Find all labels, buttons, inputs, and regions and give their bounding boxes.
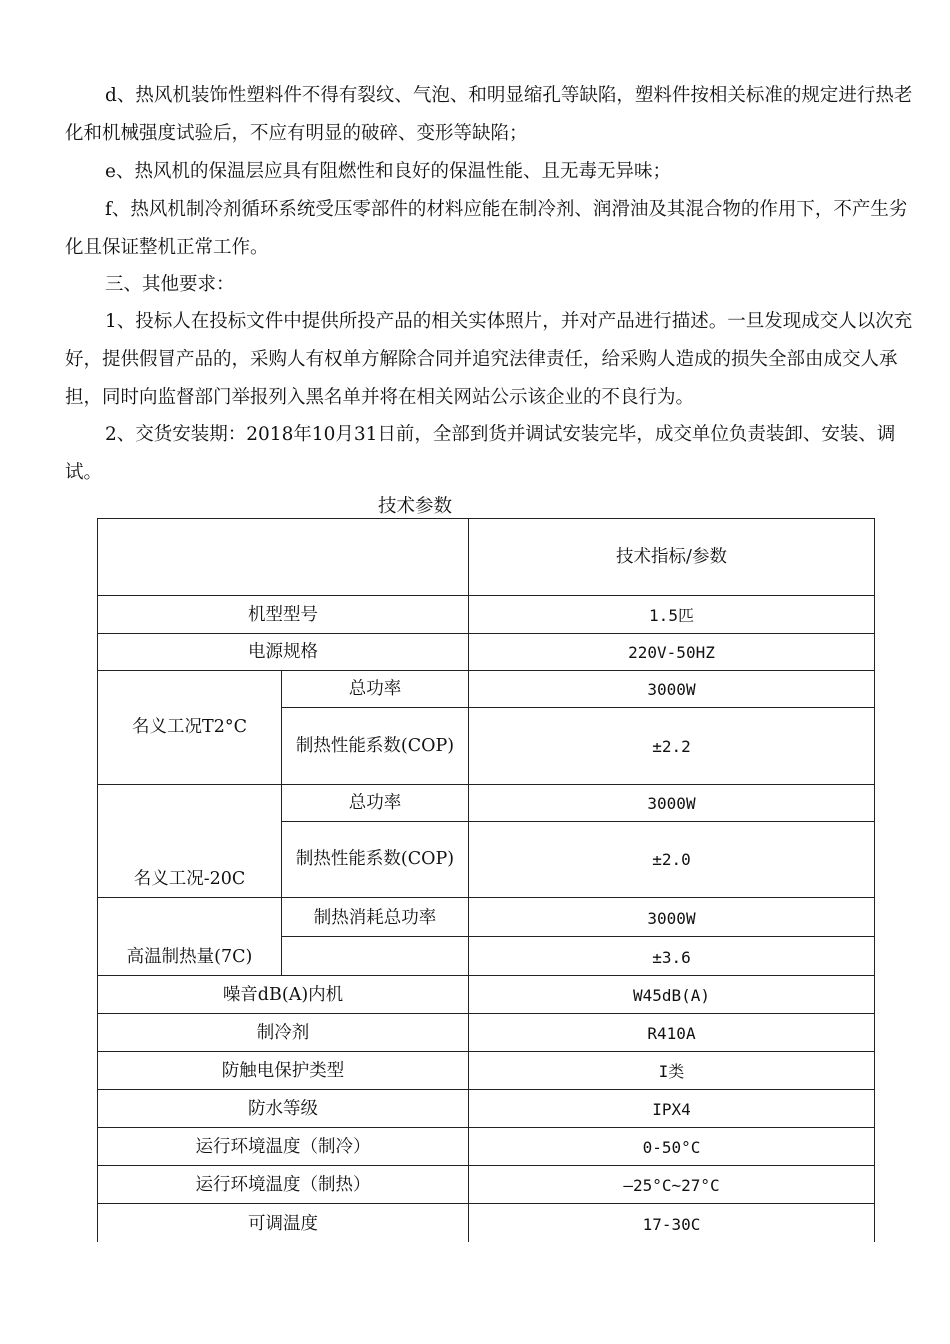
waterproof-label: 防水等级 — [98, 1090, 469, 1128]
env-heating-label: 运行环境温度（制热） — [98, 1166, 469, 1204]
section-heading: 三、其他要求： — [105, 274, 235, 295]
table-row — [98, 1128, 875, 1166]
table-row — [98, 596, 875, 634]
table-row — [98, 1204, 875, 1242]
env-heating-value: —25°C~27°C — [469, 1166, 875, 1204]
group1-r2-label: 制热性能系数(COP) — [282, 708, 469, 785]
table-row — [98, 671, 875, 708]
env-cooling-value: 0-50°C — [469, 1128, 875, 1166]
group1-label: 名义工况T2°C — [98, 671, 282, 785]
paragraph-item-1: 1、投标人在投标文件中提供所投产品的相关实体照片，并对产品进行描述。一旦发现成交人以次充好，提供假冒产品的，采购人有权单方解除合同并追究法律责任，给采购人造成的损失全部由成交人承担，同时向监督部门举报列入黑名单并将在相关网站公示该企业的不良行为。 — [65, 311, 913, 408]
table-row — [98, 898, 875, 937]
power-label: 电源规格 — [98, 634, 469, 671]
waterproof-value: IPX4 — [469, 1090, 875, 1128]
spec-table — [97, 518, 875, 1242]
group3-r2-value: ±3.6 — [469, 937, 875, 976]
noise-value: W45dB(A) — [469, 976, 875, 1014]
group2-r1-label: 总功率 — [282, 785, 469, 822]
group3-r1-value: 3000W — [469, 898, 875, 937]
group2-label: 名义工况-20C — [98, 785, 282, 898]
model-value: 1.5匹 — [469, 596, 875, 634]
table-row — [98, 1014, 875, 1052]
group3-r2-empty — [282, 937, 469, 976]
table-row — [98, 1052, 875, 1090]
adjustable-temp-value: 17-30C — [469, 1204, 875, 1242]
header-value-cell: 技术指标/参数 — [469, 519, 875, 596]
group2-r2-value: ±2.0 — [469, 822, 875, 898]
group2-r2-label: 制热性能系数(COP) — [282, 822, 469, 898]
paragraph-item-2: 2、交货安装期：2018年10月31日前，全部到货并调试安装完毕，成交单位负责装卸、安装、调试。 — [65, 424, 896, 483]
header-empty-cell — [98, 519, 469, 596]
group1-r1-value: 3000W — [469, 671, 875, 708]
adjustable-temp-label: 可调温度 — [98, 1204, 469, 1242]
group3-r1-label: 制热消耗总功率 — [282, 898, 469, 937]
table-row — [98, 634, 875, 671]
table-row — [98, 1090, 875, 1128]
power-value: 220V-50HZ — [469, 634, 875, 671]
table-row — [98, 1166, 875, 1204]
table-row — [98, 785, 875, 822]
table-row — [98, 519, 875, 596]
table-title: 技术参数 — [377, 496, 452, 517]
group2-r1-value: 3000W — [469, 785, 875, 822]
refrigerant-label: 制冷剂 — [98, 1014, 469, 1052]
model-label: 机型型号 — [98, 596, 469, 634]
table-row — [98, 976, 875, 1014]
shock-protection-value: I类 — [469, 1052, 875, 1090]
group1-r1-label: 总功率 — [282, 671, 469, 708]
group3-label: 高温制热量(7C) — [98, 898, 282, 976]
refrigerant-value: R410A — [469, 1014, 875, 1052]
group1-r2-value: ±2.2 — [469, 708, 875, 785]
env-cooling-label: 运行环境温度（制冷） — [98, 1128, 469, 1166]
paragraph-e: e、热风机的保温层应具有阻燃性和良好的保温性能、且无毒无异味； — [105, 161, 671, 182]
paragraph-d: d、热风机装饰性塑料件不得有裂纹、气泡、和明显缩孔等缺陷，塑料件按相关标准的规定进行热老化和机械强度试验后，不应有明显的破碎、变形等缺陷； — [65, 85, 913, 144]
shock-protection-label: 防触电保护类型 — [98, 1052, 469, 1090]
noise-label: 噪音dB(A)内机 — [98, 976, 469, 1014]
paragraph-f: f、热风机制冷剂循环系统受压零部件的材料应能在制冷剂、润滑油及其混合物的作用下，不产生劣化且保证整机正常工作。 — [65, 199, 908, 258]
